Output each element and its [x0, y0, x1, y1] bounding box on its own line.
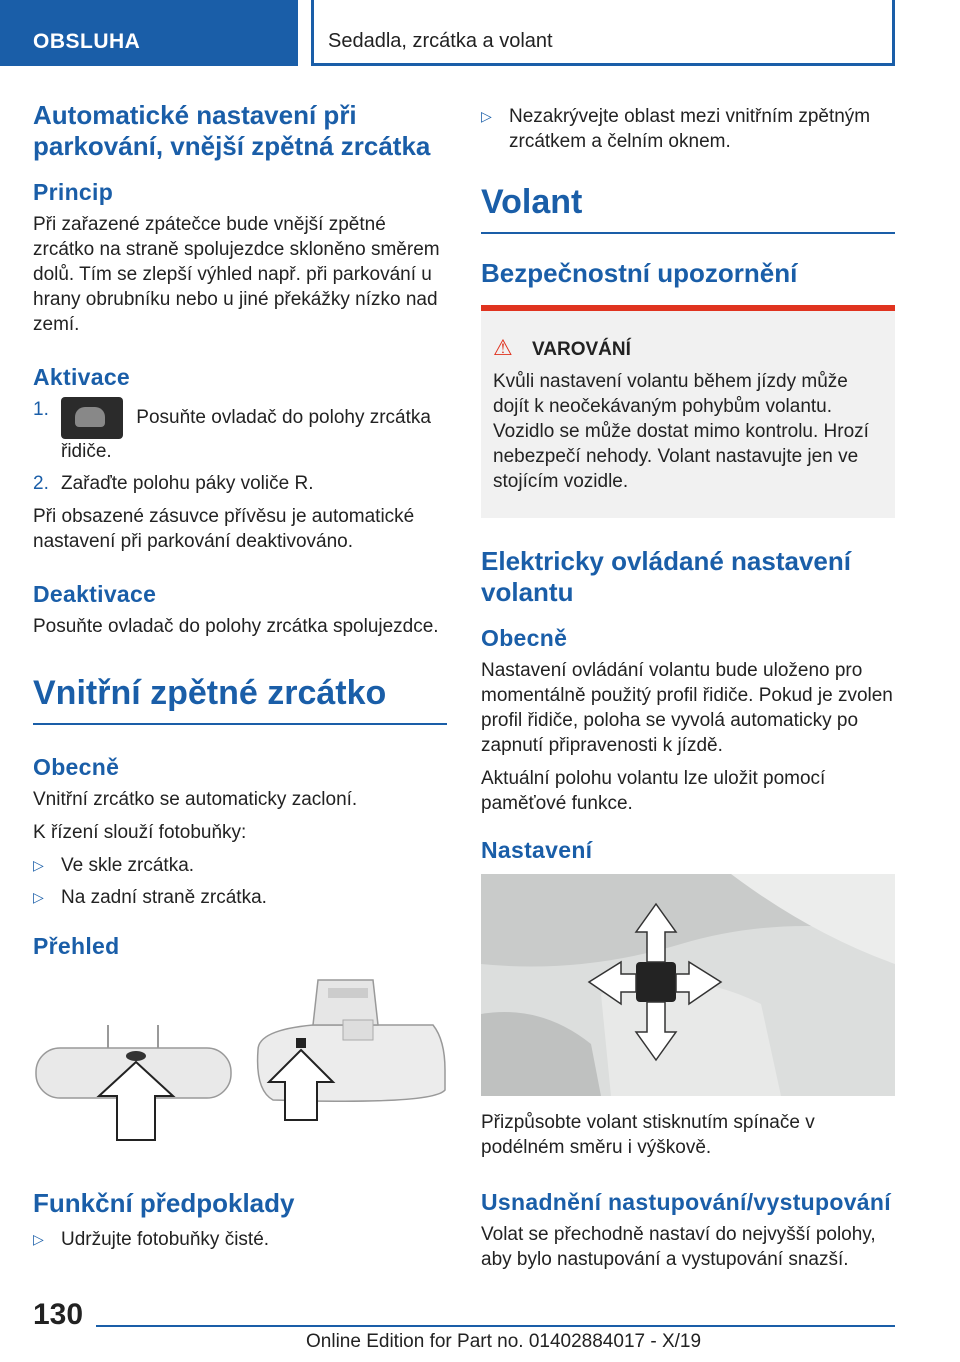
heading-auto-parking: Automatické nastavení při parkování, vnější zpětná zrcátka	[33, 100, 431, 161]
warning-triangle-icon: ⚠	[493, 335, 513, 360]
step-number: 2.	[33, 473, 49, 494]
section-tab: OBSLUHA	[0, 0, 298, 66]
list-item: ▷ Ve skle zrcátka.	[33, 855, 195, 876]
steering-switch-illustration	[481, 874, 895, 1096]
warning-box	[481, 305, 895, 518]
heading-elektricky: Elektricky ovládané nastavení volantu	[481, 546, 851, 607]
mirror-switch-icon	[61, 397, 123, 439]
step-number: 1.	[33, 399, 49, 420]
footer-divider	[96, 1325, 895, 1327]
steering-adjust-photo	[481, 874, 895, 1096]
step-text: Zařaďte polohu páky voliče R.	[61, 473, 314, 494]
obecne-list	[33, 853, 447, 910]
list-item: ▷ Nezakrývejte oblast mezi vnitřním zpětným zrcátkem a čelním oknem.	[481, 106, 871, 152]
list-item: ▷ Udržujte fotobuňky čisté.	[33, 1229, 270, 1250]
mirror-overview-illustration	[33, 970, 447, 1170]
heading-deaktivace: Deaktivace	[33, 581, 157, 607]
obecne-right-text-2: Aktuální polohu volantu lze uložit pomocí paměťové funkce.	[481, 768, 826, 814]
warning-header	[487, 335, 881, 361]
heading-usnadneni: Usnadnění nastupování/vystupování	[481, 1189, 891, 1215]
triangle-bullet-icon: ▷	[481, 108, 492, 124]
chapter-title: Sedadla, zrcátka a volant	[311, 0, 895, 66]
mirror-diagram	[33, 970, 447, 1170]
left-column	[33, 100, 447, 1260]
aktivace-note: Při obsazené zásuvce přívěsu je automatické nastavení při parkování deaktivováno.	[33, 506, 415, 552]
princip-text: Při zařazené zpátečce bude vnější zpětné zrcátko na straně spolujezdce skloněno směrem dolů. Tím se zlepší výhled např. při parkování u hrany obrubníku nebo u jiné překážky nízko nad zemí.	[33, 214, 440, 335]
warning-text: Kvůli nastavení volantu během jízdy může dojít k neočekávaným pohybům volantu. Vozidlo se může dostat mimo kontrolu. Hrozí nebezpečí nehody. Volant nastavujte jen ve stojícím vozidle.	[493, 371, 869, 492]
step-1	[33, 397, 447, 464]
triangle-bullet-icon: ▷	[33, 1231, 44, 1247]
heading-vnitrni-zrcatko: Vnitřní zpětné zrcátko	[33, 673, 447, 725]
step-text: Posuňte ovladač do polohy zrcátka řidiče.	[61, 407, 431, 462]
list-item: ▷ Na zadní straně zrcátka.	[33, 887, 267, 908]
right-column	[481, 104, 895, 1280]
heading-funkcni: Funkční předpoklady	[33, 1188, 295, 1218]
step-2	[33, 471, 447, 496]
triangle-bullet-icon: ▷	[33, 889, 44, 905]
heading-volant: Volant	[481, 182, 895, 234]
obecne-right-text-1: Nastavení ovládání volantu bude uloženo pro momentálně použitý profil řidiče. Pokud je zvolen profil řidiče, poloha se vyvolá automaticky po zapnutí připravenosti k jízdě.	[481, 660, 893, 756]
aktivace-steps	[33, 397, 447, 496]
funkcni-list	[33, 1227, 447, 1252]
heading-princip: Princip	[33, 179, 114, 205]
heading-obecne-left: Obecně	[33, 754, 120, 780]
page-number: 130	[33, 1298, 84, 1331]
nastaveni-text: Přizpůsobte volant stisknutím spínače v podélném směru i výškově.	[481, 1112, 815, 1158]
obecne-text-1: Vnitřní zrcátko se automaticky zacloní.	[33, 789, 358, 810]
deaktivace-text: Posuňte ovladač do polohy zrcátka spolujezdce.	[33, 616, 439, 637]
warning-title: VAROVÁNÍ	[532, 339, 631, 360]
triangle-bullet-icon: ▷	[33, 857, 44, 873]
heading-obecne-right: Obecně	[481, 625, 568, 651]
obecne-text-2: K řízení slouží fotobuňky:	[33, 822, 247, 843]
heading-prehled: Přehled	[33, 933, 120, 959]
heading-nastaveni: Nastavení	[481, 837, 593, 863]
footer-edition: Online Edition for Part no. 01402884017 - X/19	[306, 1331, 702, 1352]
top-list	[481, 104, 895, 154]
usnadneni-text: Volat se přechodně nastaví do nejvyšší polohy, aby bylo nastupování a vystupování snazší.	[481, 1224, 876, 1270]
heading-aktivace: Aktivace	[33, 364, 131, 390]
heading-bezpecnostni: Bezpečnostní upozornění	[481, 258, 798, 288]
